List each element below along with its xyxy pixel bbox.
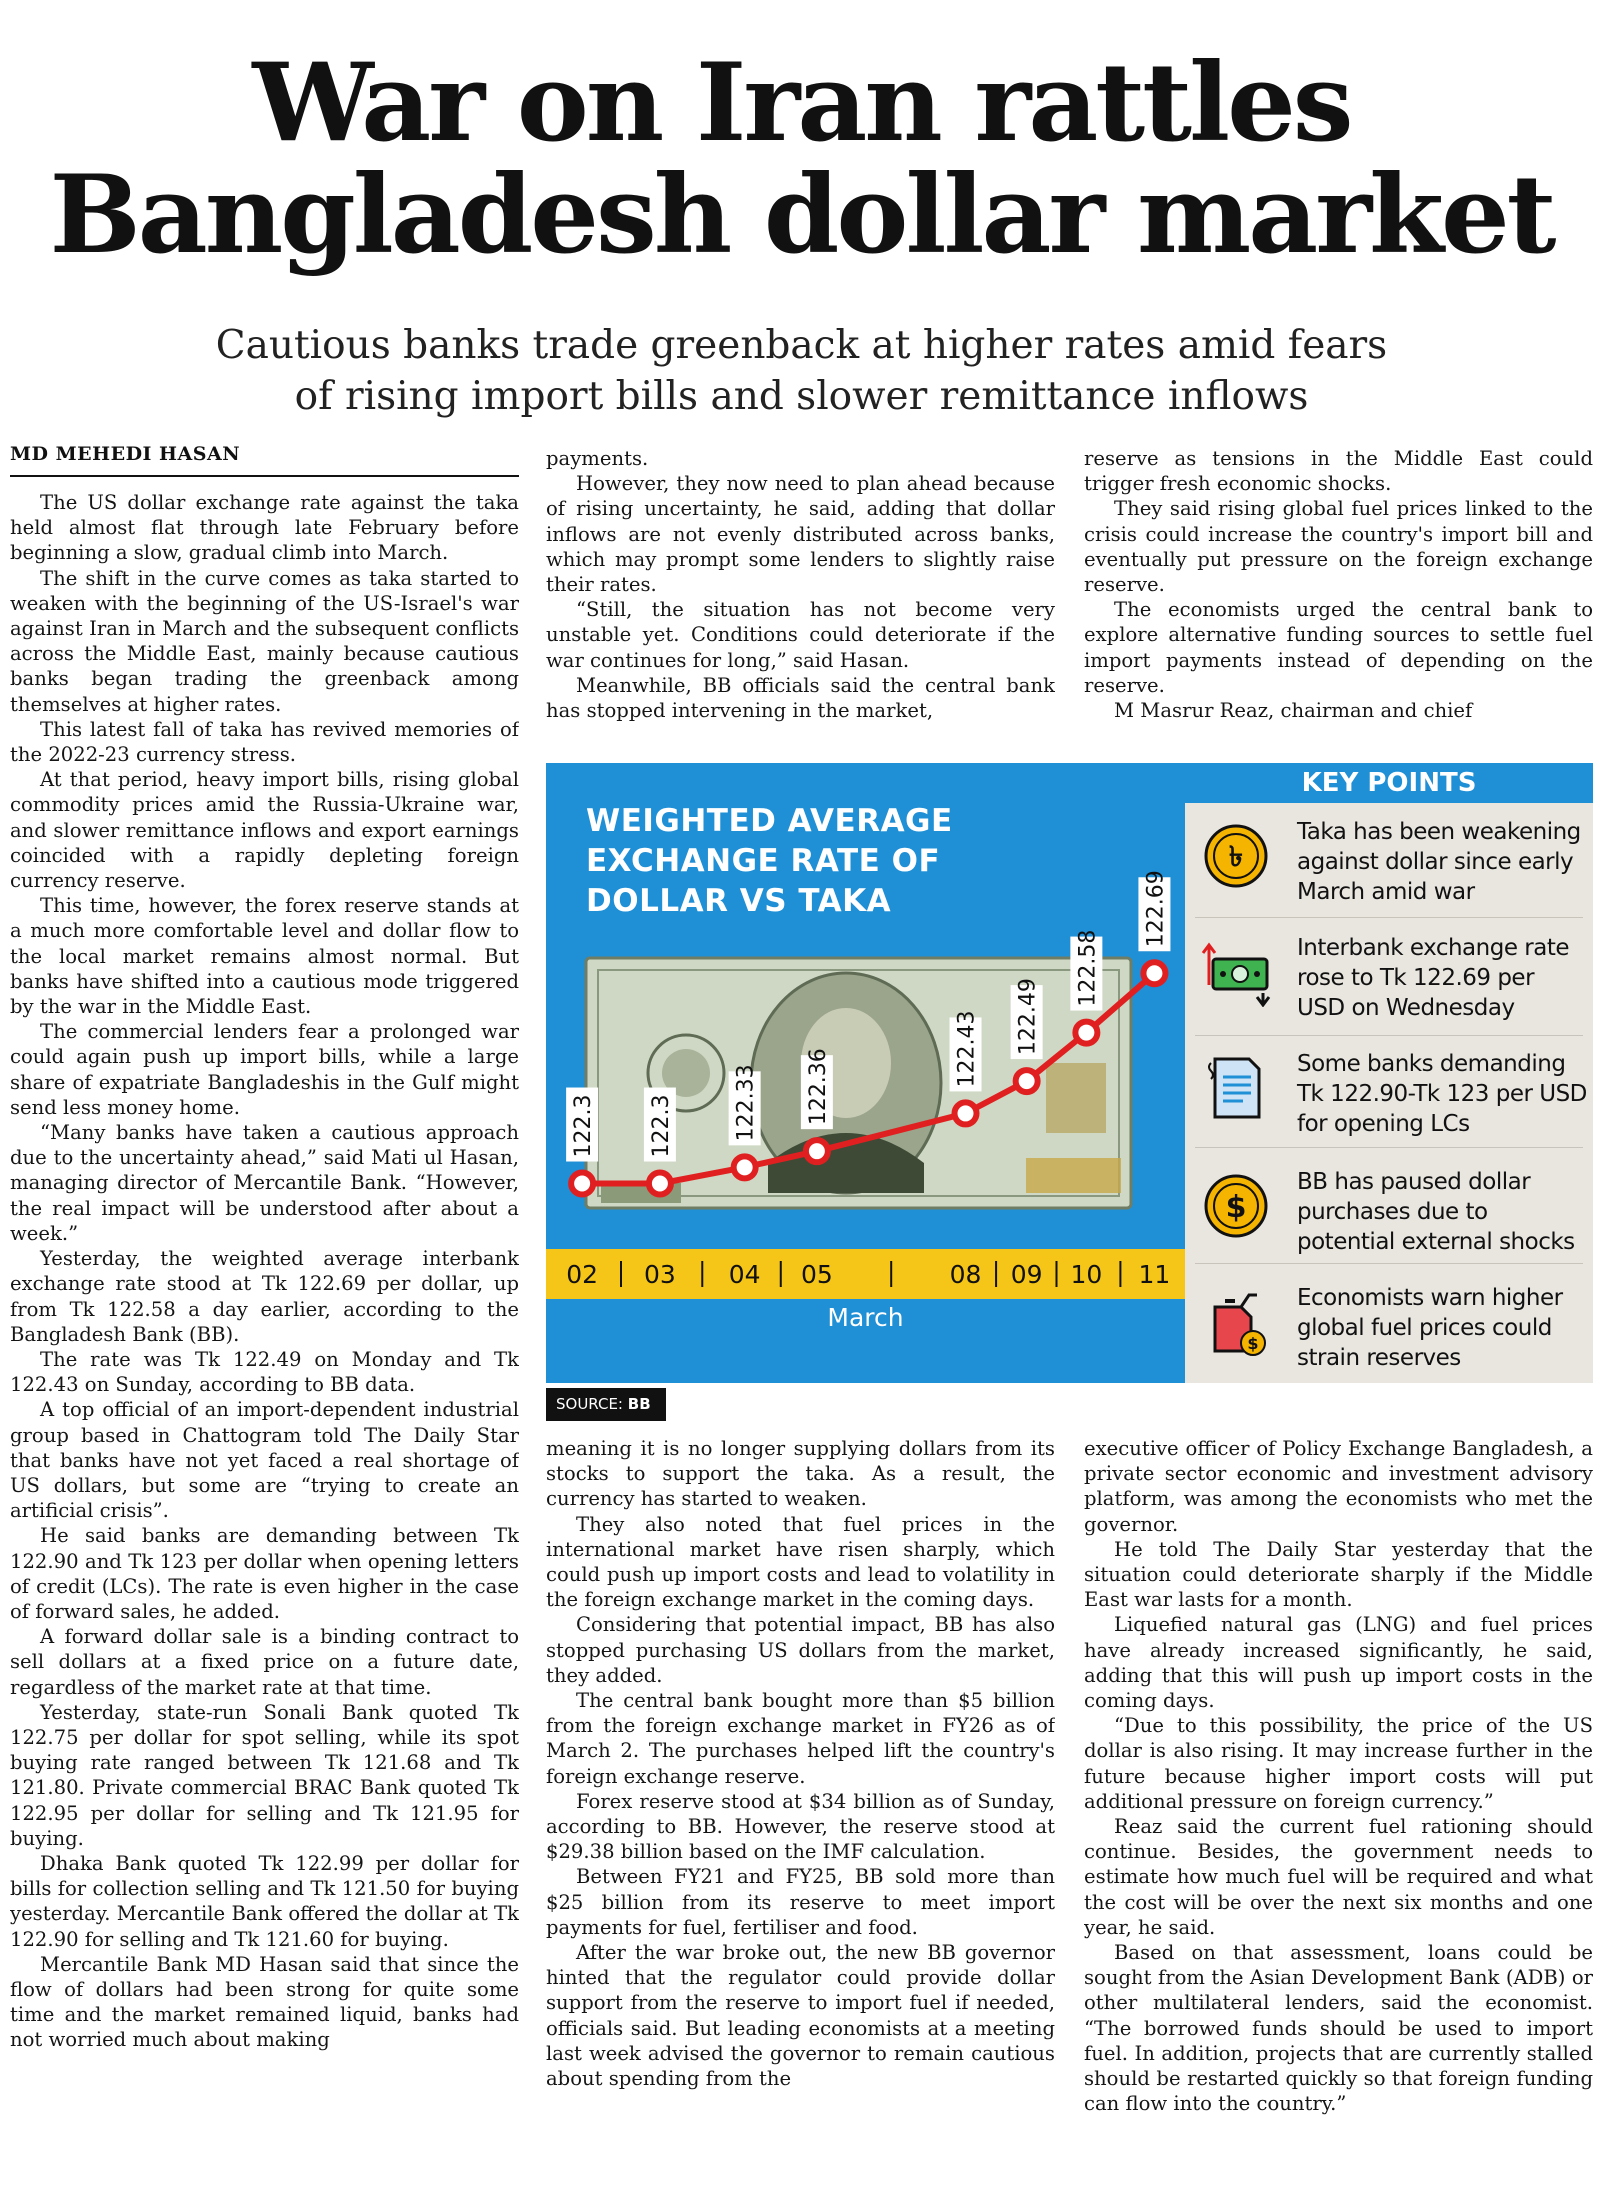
paragraph: reserve as tensions in the Middle East could trigger fresh economic shocks. <box>1084 447 1593 496</box>
paragraph: “Still, the situation has not become very unstable yet. Conditions could deteriorate if the war continues for long,” said Hasan. <box>546 598 1055 672</box>
deck-line-1: Cautious banks trade greenback at higher rates amid fears <box>215 323 1388 368</box>
divider <box>1195 917 1583 918</box>
hundred-dollar-bill-illustration <box>586 958 1131 1208</box>
paragraph: He told The Daily Star yesterday that the situation could deteriorate sharply if the Middle East war lasts for a month. <box>1084 1537 1593 1612</box>
chart-data-point <box>806 1140 828 1162</box>
key-point-text: BB has paused dollar purchases due to potential external shocks <box>1297 1169 1575 1255</box>
data-label: 122.49 <box>1015 978 1041 1056</box>
paragraph: M Masrur Reaz, chairman and chief <box>1114 699 1473 723</box>
paragraph: The economists urged the central bank to explore alternative funding sources to settle fuel import payments instead of depending on the reserve. <box>1084 598 1593 697</box>
paragraph: At that period, heavy import bills, rising global commodity prices amid the Russia-Ukraine war, and slower remittance inflows and export earnings coincided with a rapidly depleting foreign currency reserve. <box>10 768 519 893</box>
paragraph: They said rising global fuel prices linked to the crisis could increase the country's import bill and eventually put pressure on the foreign exchange reserve. <box>1084 497 1593 597</box>
source-value: BB <box>627 1395 651 1413</box>
data-label: 122.36 <box>805 1048 831 1126</box>
x-tick-label: 10 <box>1070 1260 1103 1289</box>
headline-line-2: Bangladesh dollar market <box>49 152 1554 278</box>
paragraph: He said banks are demanding between Tk 122.90 and Tk 123 per dollar when opening letters of credit (LCs). The rate is even higher in the case of forward sales, he added. <box>10 1524 519 1623</box>
chart-title: WEIGHTED AVERAGE EXCHANGE RATE OF DOLLAR VS TAKA <box>586 803 953 919</box>
key-point-item <box>1185 1271 1593 1381</box>
x-tick-label: 04 <box>728 1260 761 1289</box>
chart-data-point <box>1075 1022 1097 1044</box>
headline-line-1: War on Iran rattles <box>252 40 1351 166</box>
taka-coin-icon <box>1201 821 1271 891</box>
article-column-1 <box>10 490 519 2190</box>
key-points-panel <box>1185 763 1593 1383</box>
paragraph: Dhaka Bank quoted Tk 122.99 per dollar for bills for collection selling and Tk 121.50 for buying yesterday. Mercantile Bank offered the dollar at Tk 122.90 for selling and Tk 121.60 for buying. <box>10 1851 519 1951</box>
paragraph: “Due to this possibility, the price of the US dollar is also rising. It may increase further in the future because higher import costs will put additional pressure on foreign currency.” <box>1084 1714 1593 1813</box>
chart-data-point <box>1016 1070 1038 1092</box>
x-tick-label: 02 <box>566 1260 599 1289</box>
key-point-text: Economists warn higher global fuel prices could strain reserves <box>1297 1285 1563 1371</box>
paragraph: Considering that potential impact, BB has also stopped purchasing US dollars from the market, they added. <box>546 1613 1055 1687</box>
dollar-coin-icon <box>1201 1171 1271 1241</box>
divider <box>1195 1147 1583 1148</box>
article-column-2-top <box>546 446 1055 742</box>
svg-text:$: $ <box>1247 1334 1259 1353</box>
key-point-text: Some banks demanding Tk 122.90-Tk 123 per USD for opening LCs <box>1297 1051 1587 1137</box>
chart-panel <box>546 763 1185 1383</box>
divider <box>1195 1035 1583 1036</box>
x-axis-labels <box>546 1249 1185 1299</box>
paragraph: The US dollar exchange rate against the taka held almost flat through late February before beginning a slow, gradual climb into March. <box>10 491 519 565</box>
chart-data-point <box>571 1173 593 1195</box>
deck-line-2: of rising import bills and slower remittance inflows <box>294 374 1309 419</box>
key-points-heading: KEY POINTS <box>1185 763 1593 803</box>
x-tick-label: 05 <box>800 1260 833 1289</box>
paragraph: The rate was Tk 122.49 on Monday and Tk 122.43 on Sunday, according to BB data. <box>10 1347 519 1397</box>
divider <box>1195 1263 1583 1264</box>
paragraph: After the war broke out, the new BB governor hinted that the regulator could provide dollar support from the reserve to import fuel if needed, officials said. But leading economists at a meeting last week advised the governor to remain cautious about spending from the <box>546 1941 1055 2091</box>
article-column-3-top <box>1084 446 1593 742</box>
fuel-can-icon <box>1201 1287 1271 1357</box>
article-column-3-bottom <box>1084 1436 1593 2192</box>
x-tick-label: 11 <box>1138 1260 1171 1289</box>
paragraph: However, they now need to plan ahead because of rising uncertainty, he said, adding that dollar inflows are not evenly distributed across banks, which may prompt some lenders to slightly raise their rates. <box>546 472 1055 597</box>
paragraph: This latest fall of taka has revived memories of the 2022-23 currency stress. <box>10 717 519 767</box>
paragraph: A top official of an import-dependent industrial group based in Chattogram told The Daily Star that banks have not yet faced a real shortage of US dollars, but some are “trying to create an artificial crisis”. <box>10 1398 519 1523</box>
exchange-rate-graphic <box>546 763 1593 1423</box>
byline-rule <box>10 475 519 477</box>
x-tick-label: 08 <box>949 1260 982 1289</box>
key-point-item <box>1185 921 1593 1031</box>
key-point-text: Interbank exchange rate rose to Tk 122.69 per USD on Wednesday <box>1297 935 1570 1021</box>
paragraph: Yesterday, the weighted average interbank exchange rate stood at Tk 122.69 per dollar, up from Tk 122.58 a day earlier, according to the Bangladesh Bank (BB). <box>10 1247 519 1346</box>
svg-text:$: $ <box>1225 1190 1247 1225</box>
data-label: 122.33 <box>733 1064 759 1142</box>
key-point-item <box>1185 805 1593 915</box>
paragraph: Reaz said the current fuel rationing should continue. Besides, the government needs to estimate how much fuel will be required and what the cost will be over the next six months and one year, he said. <box>1084 1815 1593 1939</box>
paragraph: Yesterday, state-run Sonali Bank quoted Tk 122.75 per dollar for spot selling, while its spot buying rate ranged between Tk 121.68 and Tk 121.80. Private commercial BRAC Bank quoted Tk 122.95 per dollar for selling and Tk 121.95 for buying. <box>10 1700 519 1850</box>
source-label <box>546 1388 666 1421</box>
data-label: 122.43 <box>954 1010 980 1088</box>
key-point-text: Taka has been weakening against dollar since early March amid war <box>1297 819 1581 905</box>
paragraph: The central bank bought more than $5 billion from the foreign exchange market in FY26 as of March 2. The purchases helped lift the country's foreign exchange reserve. <box>546 1689 1055 1788</box>
data-label: 122.58 <box>1075 929 1101 1007</box>
paragraph: Meanwhile, BB officials said the central bank has stopped intervening in the market, <box>546 673 1055 723</box>
chart-data-point <box>955 1102 977 1124</box>
paragraph: Mercantile Bank MD Hasan said that since the flow of dollars had been strong for quite some time and the market remained liquid, banks had not worried much about making <box>10 1952 519 2052</box>
x-axis-title: March <box>827 1303 904 1332</box>
byline: MD MEHEDI HASAN <box>10 443 241 465</box>
x-tick-label: 09 <box>1010 1260 1043 1289</box>
data-label: 122.69 <box>1143 870 1169 948</box>
paragraph: payments. <box>546 447 649 470</box>
paragraph: Between FY21 and FY25, BB sold more than $25 billion from its reserve to meet import payments for fuel, fertiliser and food. <box>546 1865 1055 1939</box>
data-label: 122.3 <box>571 1094 597 1158</box>
paragraph: A forward dollar sale is a binding contract to sell dollars at a fixed price on a future date, regardless of the market rate at that time. <box>10 1625 519 1699</box>
svg-text:৳: ৳ <box>1229 840 1243 873</box>
paragraph: The commercial lenders fear a prolonged war could again push up import bills, while a large share of expatriate Bangladeshis in the Gulf might send less money home. <box>10 1020 519 1119</box>
paragraph: meaning it is no longer supplying dollars from its stocks to support the taka. As a result, the currency has started to weaken. <box>546 1437 1055 1511</box>
paragraph: The shift in the curve comes as taka started to weaken with the beginning of the US-Israel's war against Iran in March and the subsequent conflicts across the Middle East, mainly because cautious banks began trading the greenback among themselves at higher rates. <box>10 566 519 716</box>
paragraph: Forex reserve stood at $34 billion as of Sunday, according to BB. However, the reserve stood at $29.38 billion based on the IMF calculation. <box>546 1789 1055 1864</box>
paragraph: They also noted that fuel prices in the international market have risen sharply, which could push up import costs and lead to volatility in the foreign exchange market in the coming days. <box>546 1512 1055 1612</box>
document-icon <box>1201 1053 1271 1123</box>
key-point-item <box>1185 1037 1593 1147</box>
data-label: 122.3 <box>648 1094 674 1158</box>
paragraph: This time, however, the forex reserve stands at a much more comfortable level and dollar flow to the local market remains almost normal. But banks have shifted into a cautious mode triggered by the war in the Middle East. <box>10 894 519 1019</box>
paragraph: “Many banks have taken a cautious approach due to the uncertainty ahead,” said Mati ul Hasan, managing director of Mercantile Bank. “However, the real impact will be understood after about a week.” <box>10 1121 519 1245</box>
x-tick-label: 03 <box>644 1260 676 1289</box>
chart-data-point <box>649 1173 671 1195</box>
article-column-2-bottom <box>546 1436 1055 2192</box>
paragraph: executive officer of Policy Exchange Bangladesh, a private sector economic and investment advisory platform, was among the economists who met the governor. <box>1084 1437 1593 1536</box>
banknote-exchange-icon <box>1201 937 1271 1007</box>
chart-data-point <box>734 1156 756 1178</box>
source-prefix: SOURCE: <box>556 1395 623 1413</box>
key-point-item <box>1185 1155 1593 1265</box>
paragraph: Liquefied natural gas (LNG) and fuel prices have already increased significantly, he said, adding that this will push up import costs in the coming days. <box>1084 1613 1593 1713</box>
chart-data-point <box>1143 962 1165 984</box>
paragraph: Based on that assessment, loans could be sought from the Asian Development Bank (ADB) or other multilateral lenders, said the economist. “The borrowed funds should be used to import fuel. In addition, projects that are currently stalled should be restarted quickly so that foreign funding can flow into the country.” <box>1084 1941 1593 2116</box>
